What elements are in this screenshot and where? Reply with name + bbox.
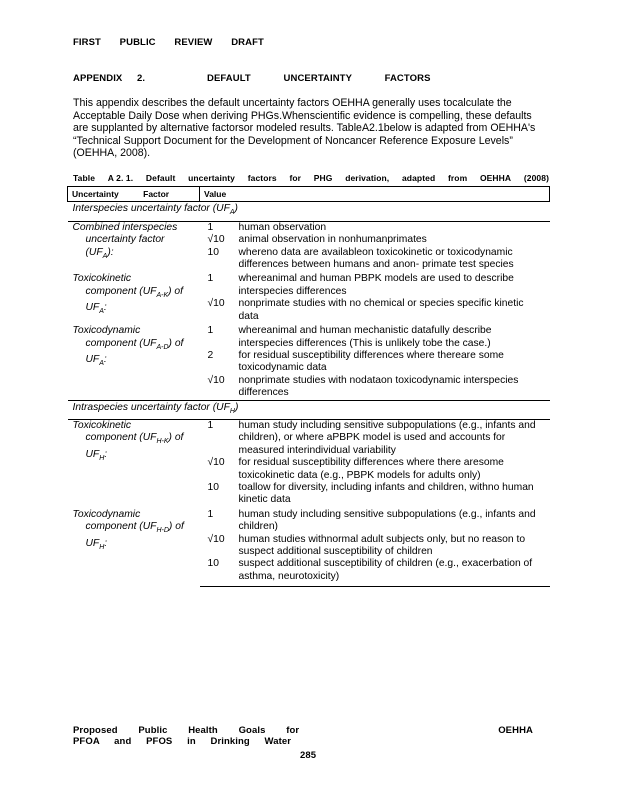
- factor-description: animal observation in nonhumanprimates: [238, 234, 427, 246]
- appendix-number: 2.: [137, 73, 146, 84]
- factor-name: Toxicokinetic component $(UF_{H-K})$ of $UF_H$:: [72, 420, 184, 462]
- table-header-row: [68, 187, 550, 202]
- caption-word: A 2. 1.: [107, 173, 134, 183]
- factor-value: √10: [207, 533, 225, 545]
- appendix-heading: [73, 73, 431, 84]
- uncertainty-factors-table: [67, 186, 550, 587]
- column-header-value: Value: [200, 187, 550, 202]
- factor-value: √10: [207, 457, 225, 469]
- caption-word: uncertainty: [188, 173, 236, 183]
- factor-value: 2: [207, 349, 214, 361]
- table-row: [68, 507, 550, 534]
- factor-value: 1: [207, 420, 214, 431]
- factor-name: Toxicodynamic component $(UF_{H-D})$ of $UF_H$:: [72, 508, 184, 551]
- factor-description: suspect additional susceptibility of children (e.g., exacerbation of asthma, neurotoxicity): [237, 558, 550, 586]
- table-caption: [73, 173, 549, 183]
- factor-value: 1: [207, 273, 214, 285]
- factor-value: 1: [207, 221, 214, 233]
- factor-description: nonprimate studies with nodataon toxicodynamic interspecies differences: [238, 374, 519, 399]
- factor-description: for residual susceptibility differences where thereare some toxicodynamic data: [238, 349, 504, 374]
- factor-description: whereanimal and human PBPK models are used to describe interspecies differences: [238, 273, 514, 297]
- caption-word: Default: [145, 173, 176, 183]
- table-row: [68, 271, 550, 298]
- factor-value: 10: [200, 558, 237, 586]
- caption-word: for: [289, 173, 302, 183]
- factor-value: 10: [207, 482, 219, 494]
- factor-name: Combined interspecies uncertainty factor $(UF_A)$:: [72, 221, 178, 260]
- footer-title-line1: Proposed Public Health Goals for: [73, 725, 300, 736]
- intro-paragraph: This appendix describes the default uncertainty factors OEHHA generally uses tocalculate the Acceptable Daily Dose when deriving PHGs.Whenscientific evidence is compelling, these defaults are supplanted by alternative factorsor modeled results. TableA2.1below is adapted from OEHHA's “Technical Support Document for the Development of Noncancer Reference Exposure Levels” (OEHHA, 2008).: [73, 97, 536, 160]
- factor-description: whereno data are availableon toxicokinetic or toxicodynamic differences between humans and anon- primate test species: [238, 246, 514, 271]
- factor-description: whereanimal and human mechanistic datafully describe interspecies differences (This is unlikely tobe the case.): [238, 325, 492, 349]
- factor-description: for residual susceptibility differences where there aresome toxicokinetic data (e.g., PBPK models for adults only): [238, 457, 504, 481]
- caption-word: Table: [73, 173, 96, 183]
- table-row: [68, 420, 550, 458]
- factor-description: human observation: [238, 221, 327, 233]
- section-header-row: [68, 202, 550, 221]
- appendix-title: DEFAULT UNCERTAINTY FACTORS: [207, 73, 431, 84]
- factor-value: 1: [207, 325, 214, 337]
- appendix-label: APPENDIX: [73, 73, 123, 84]
- caption-word: OEHHA: [479, 173, 512, 183]
- section-title: Interspecies uncertainty factor $(UF_A)$: [68, 202, 550, 221]
- footer-title-line2: PFOA and PFOS in Drinking Water: [73, 736, 292, 747]
- factor-description: human study including sensitive subpopulations (e.g., infants and children), or where aPBPK model is used and accounts for measured interindividual variability: [238, 420, 536, 456]
- factor-value: 10: [207, 246, 219, 258]
- factor-name: Toxicodynamic component $(UF_{A-D})$ of $UF_A$:: [72, 325, 184, 368]
- draft-header: FIRST PUBLIC REVIEW DRAFT: [73, 37, 264, 48]
- factor-description: toallow for diversity, including infants and children, withno human kinetic data: [238, 482, 534, 506]
- page-footer: [73, 725, 533, 747]
- caption-word: PHG: [313, 173, 333, 183]
- factor-value: √10: [207, 298, 225, 310]
- table-row: [68, 323, 550, 350]
- caption-word: from: [447, 173, 468, 183]
- section-header-row: [68, 400, 550, 419]
- page-number: 285: [300, 750, 317, 761]
- factor-description: nonprimate studies with no chemical or species specific kinetic data: [238, 298, 524, 322]
- section-title: Intraspecies uncertainty factor $(UF_H)$: [68, 400, 550, 419]
- column-header-factor: Uncertainty Factor: [68, 187, 200, 202]
- factor-description: human studies withnormal adult subjects only, but no reason to suspect additional susceptibility of children: [238, 533, 526, 558]
- caption-word: factors: [247, 173, 277, 183]
- caption-word: (2008): [523, 173, 549, 183]
- factor-value: √10: [207, 374, 225, 386]
- caption-word: derivation,: [345, 173, 390, 183]
- caption-word: adapted: [401, 173, 436, 183]
- factor-description: human study including sensitive subpopulations (e.g., infants and children): [238, 508, 536, 533]
- table-row: [68, 221, 550, 234]
- factor-value: √10: [207, 234, 225, 246]
- factor-value: 1: [207, 508, 214, 520]
- factor-name: Toxicokinetic component $(UF_{A-K})$ of $UF_A$:: [72, 273, 184, 316]
- footer-agency: OEHHA: [498, 725, 533, 736]
